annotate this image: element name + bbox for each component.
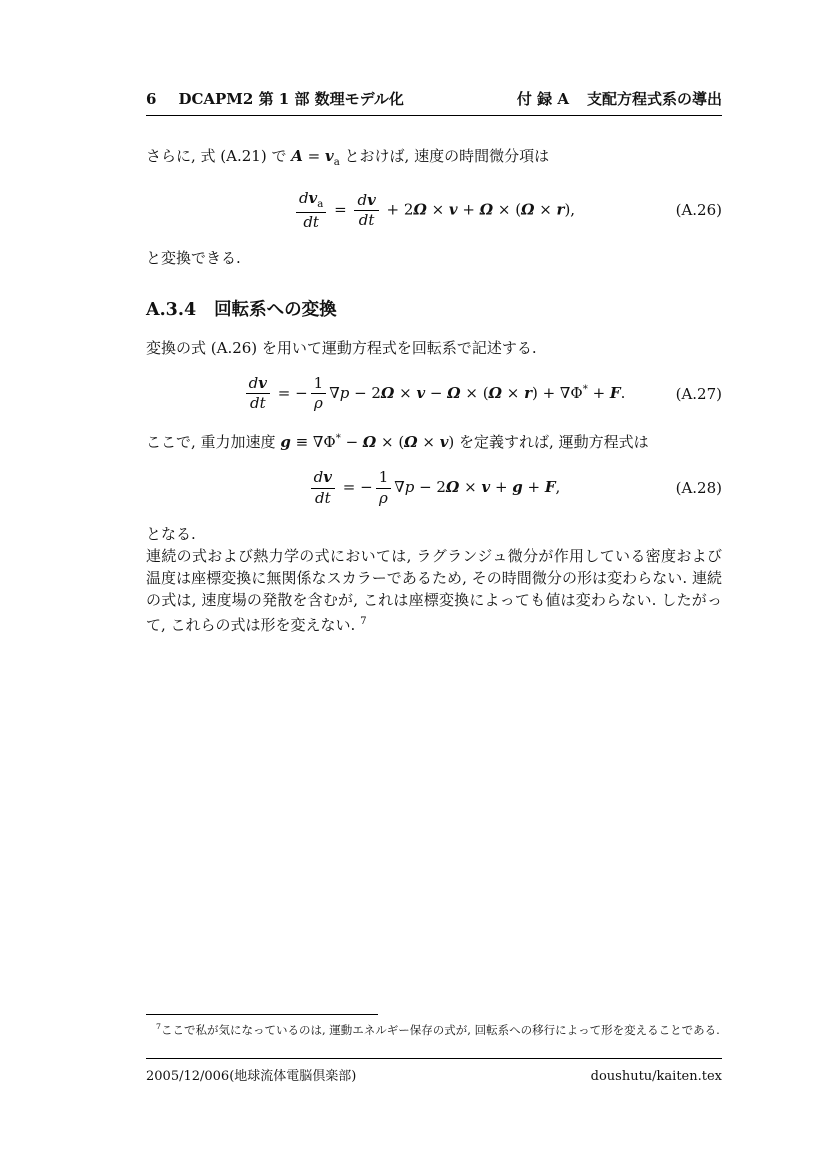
paragraph-gravity-pre: ここで, 重力加速度 bbox=[146, 433, 281, 452]
equation-a26-number: (A.26) bbox=[675, 201, 722, 220]
page-number: 6 bbox=[146, 90, 157, 108]
paragraph-intro-post: とおけば, 速度の時間微分項は bbox=[339, 147, 550, 165]
header-left bbox=[146, 88, 404, 110]
paragraph-intro bbox=[146, 145, 722, 174]
footnote-rule bbox=[146, 1014, 378, 1015]
paragraph-rotating-frame: 変換の式 (A.26) を用いて運動方程式を回転系で記述する. bbox=[146, 338, 537, 357]
paragraph-tonaru: となる. bbox=[146, 524, 196, 543]
footnote-block bbox=[146, 1014, 722, 1038]
footnote bbox=[146, 1019, 722, 1038]
paragraph-gravity bbox=[146, 428, 722, 453]
paragraph-continuity bbox=[146, 545, 722, 636]
equation-a28-math: $\frac{dv}{dt}$ = − $\frac{1}{\rho}$ ∇p − 2Ω × v + g + F, bbox=[308, 469, 561, 507]
footnote-text: ここで私が気になっているのは, 運動エネルギー保存の式が, 回転系への移行によって形を変えることである. bbox=[160, 1022, 720, 1037]
footer-right-filename: doushutu/kaiten.tex bbox=[590, 1069, 722, 1084]
appendix-label: 付 録 A bbox=[516, 90, 569, 108]
paragraph-conversion: と変換できる. bbox=[146, 248, 241, 267]
section-number: A.3.4 bbox=[146, 299, 197, 320]
paragraph-intro-pre: さらに, 式 (A.21) で bbox=[146, 147, 292, 165]
header-left-title: DCAPM2 第 1 部 数理モデル化 bbox=[178, 90, 404, 108]
paragraph-gravity-post: を定義すれば, 運動方程式は bbox=[454, 433, 649, 452]
header-right-title: 支配方程式系の導出 bbox=[586, 90, 722, 108]
equation-a26 bbox=[146, 190, 722, 231]
equation-a28 bbox=[146, 469, 722, 507]
equation-a27 bbox=[146, 375, 722, 413]
inline-math-A-equals-va: $A = v_a$ bbox=[291, 147, 340, 168]
section-heading-a34 bbox=[146, 299, 722, 321]
footer-left-credit: 2005/12/006(地球流体電脳倶楽部) bbox=[146, 1069, 357, 1084]
footnote-reference-mark: 7 bbox=[360, 615, 367, 627]
page-footer bbox=[146, 1058, 722, 1088]
equation-a27-number: (A.27) bbox=[675, 384, 722, 403]
header-right bbox=[517, 88, 722, 110]
section-title: 回転系への変換 bbox=[214, 299, 337, 320]
equation-a27-math: $\frac{dv}{dt}$ = − $\frac{1}{\rho}$ ∇p − 2Ω × v − Ω × (Ω × r) + ∇Φ* + F. bbox=[243, 375, 626, 413]
running-header bbox=[146, 88, 722, 116]
page-content bbox=[146, 88, 722, 636]
paragraph-continuity-text: 連続の式および熱力学の式においては, ラグランジュ微分が作用している密度および温度は座標変換に無関係なスカラーであるため, その時間微分の形は変わらない. 連続の式は, 速度場の発散を含むが, これは座標変換によっても値は変わらない. したがって, これらの式は形を変えない. bbox=[146, 546, 722, 634]
footnote-mark: 7 bbox=[156, 1022, 161, 1031]
equation-a26-math: $\frac{dv_a}{dt}$ = $\frac{dv}{dt}$ + 2Ω × v + Ω × (Ω × r), bbox=[293, 190, 575, 231]
inline-math-gravity-definition: g ≡ ∇Φ* − Ω × (Ω × v) bbox=[280, 433, 455, 452]
equation-a28-number: (A.28) bbox=[675, 479, 722, 498]
